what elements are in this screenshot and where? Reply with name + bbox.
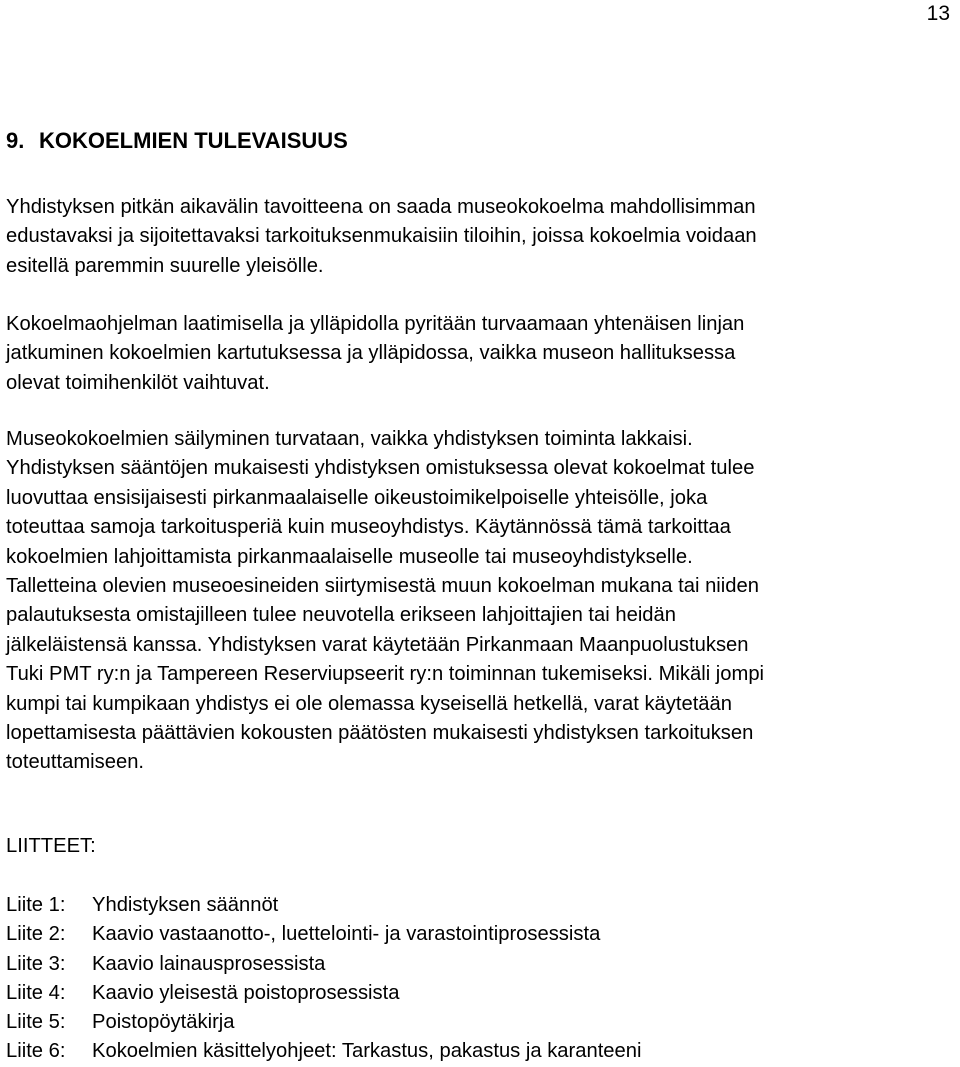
attachment-label: Liite 3:: [6, 952, 66, 975]
attachment-label: Liite 6:: [6, 1040, 66, 1063]
attachment-label: Liite 1:: [6, 894, 66, 916]
attachment-label: Liite 5:: [6, 1011, 66, 1034]
paragraph-goal: Yhdistyksen pitkän aikavälin tavoitteena on saada museokokoelma mahdollisimman edustavaksi ja sijoitettavaksi tarkoituksenmukaisiin tiloihin, joissa kokoelmia voidaan esitellä paremmin suurelle yleisölle.: [6, 196, 757, 277]
attachments-title: LIITTEET:: [6, 835, 96, 857]
attachment-text: Yhdistyksen säännöt: [92, 894, 279, 916]
attachment-item: [6, 1008, 641, 1037]
attachment-text: Poistopöytäkirja: [92, 1011, 235, 1034]
section-heading: [6, 126, 348, 156]
attachments-list: [6, 891, 641, 1067]
attachment-label: Liite 2:: [6, 923, 66, 946]
attachment-item: [6, 891, 641, 920]
section-title: KOKOELMIEN TULEVAISUUS: [39, 128, 348, 153]
paragraph-collection-program: Kokoelmaohjelman laatimisella ja ylläpidolla pyritään turvaamaan yhtenäisen linjan jatkuminen kokoelmien kartutuksessa ja ylläpidossa, vaikka museon hallituksessa olevat toimihenkilöt vaihtuvat.: [6, 313, 745, 394]
page-number: 13: [926, 2, 950, 25]
attachment-text: Kaavio yleisestä poistoprosessista: [92, 981, 400, 1004]
attachment-item: [6, 979, 641, 1008]
attachment-item: [6, 950, 641, 979]
attachment-text: Kokoelmien käsittelyohjeet: Tarkastus, pakastus ja karanteeni: [92, 1040, 642, 1063]
attachment-text: Kaavio lainausprosessista: [92, 952, 326, 975]
attachment-item: [6, 920, 641, 949]
attachment-item: [6, 1037, 641, 1066]
section-number: 9.: [6, 128, 25, 153]
paragraph-preservation: Museokokoelmien säilyminen turvataan, vaikka yhdistyksen toiminta lakkaisi. Yhdistyksen sääntöjen mukaisesti yhdistyksen omistuksessa olevat kokoelmat tulee luovuttaa ensisijaisesti pirkanmaalaiselle oikeustoimikelpoiselle yhteisölle, joka toteuttaa samoja tarkoitusperiä kuin museoyhdistys. Käytännössä tämä tarkoittaa kokoelmien lahjoittamista pirkanmaalaiselle museolle tai museoyhdistykselle. Talletteina olevien museoesineiden siirtymisestä muun kokoelman mukana tai niiden palautuksesta omistajilleen tulee neuvotella erikseen lahjoittajien tai heidän jälkeläistensä kanssa. Yhdistyksen varat käytetään Pirkanmaan Maanpuolustuksen Tuki PMT ry:n ja Tampereen Reserviupseerit ry:n toiminnan tukemiseksi. Mikäli jompi kumpi tai kumpikaan yhdistys ei ole olemassa kyseisellä hetkellä, varat käytetään lopettamisesta päättävien kokousten päätösten mukaisesti yhdistyksen tarkoituksen toteuttamiseen.: [6, 428, 765, 774]
attachment-text: Kaavio vastaanotto-, luettelointi- ja varastointiprosessista: [92, 923, 601, 946]
attachment-label: Liite 4:: [6, 981, 66, 1004]
